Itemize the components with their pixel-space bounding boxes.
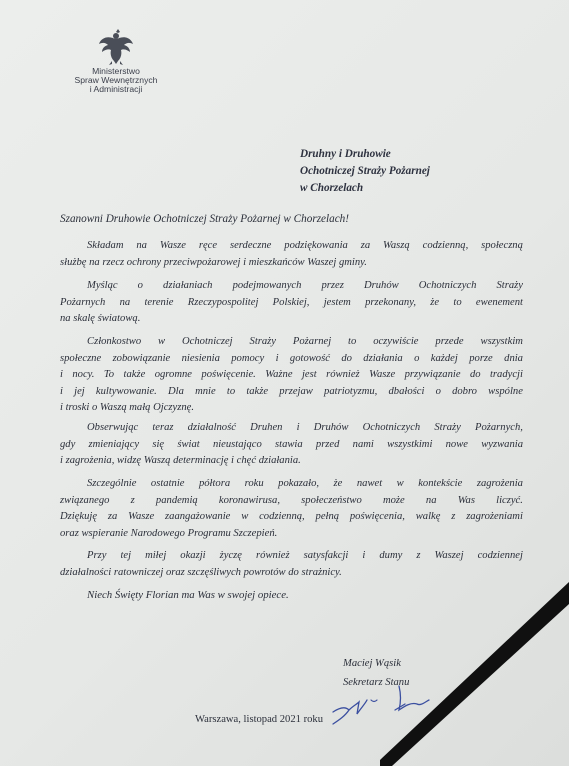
addressee-line: Druhny i Druhowie [300,148,391,160]
paragraph-6 [60,548,523,581]
paragraph-line: i jej kultywowanie. Dla mnie to także przejaw patriotyzmu, dbałości o dobro wspólne [60,385,523,397]
paragraph-5 [60,476,523,542]
paragraph-line: związanego z pandemią koronawirusa, społeczeństwo może na Was liczyć. [60,494,523,506]
ministry-line: i Administracji [89,84,143,94]
paragraph-line: Pożarnych na terenie Rzeczypospolitej Polskiej, jestem przekonany, że to ewenement [60,296,523,308]
paragraph-2 [60,278,523,328]
paragraph-line: służbę na rzecz ochrony przeciwpożarowej i mieszkańców Waszej gminy. [60,256,367,268]
paragraph-line: i nocy. To także ogromne poświęcenie. Ważne jest również Wasze przywiązanie do tradycji [60,369,523,380]
paragraph-4 [60,420,523,470]
greeting: Szanowni Druhowie Ochotniczej Straży Pożarnej w Chorzelach! [60,213,349,225]
paragraph-line: Składam na Wasze ręce serdeczne podziękowania za Waszą codzienną, społeczną [87,240,523,251]
ministry-name [70,67,162,94]
paragraph-1 [60,238,523,271]
paragraph-line: na skalę światową. [60,313,141,324]
closing-blessing: Niech Święty Florian ma Was w swojej opiece. [87,589,289,601]
paragraph-line: społeczne zobowiązanie niesienia pomocy i gotowość do działania o każdej porze dnia [60,352,523,364]
paragraph-line: i zagrożenia, widzę Waszą determinację i chęć działania. [60,455,301,466]
ministry-line: Ministerstwo [92,66,140,76]
paragraph-line: Członkostwo w Ochotniczej Straży Pożarnej to oczywiście przede wszystkim [87,336,523,347]
addressee-line: Ochotniczej Straży Pożarnej [300,165,430,177]
paragraph-line: Szczególnie ostatnie półtora roku pokazało, że nawet w kontekście zagrożenia [87,478,523,489]
signer-title: Sekretarz Stanu [343,677,410,688]
paragraph-line: Dziękuję za Wasze zaangażowanie w codzienną, pełną poświęcenia, walkę z zagrożeniami [60,511,523,522]
ministry-line: Spraw Wewnętrznych [74,75,158,85]
paragraph-line: Obserwując teraz działalność Druhen i Druhów Ochotniczych Straży Pożarnych, [87,422,523,433]
paragraph-line: Myśląc o działaniach podejmowanych przez Druhów Ochotniczych Straży [87,280,523,291]
paragraph-3 [60,334,523,417]
polish-eagle-emblem-icon [97,26,135,66]
mourning-ribbon-icon [380,582,569,766]
signer-name: Maciej Wąsik [343,658,401,669]
paragraph-line: działalności ratowniczej oraz szczęśliwych powrotów do strażnicy. [60,566,342,578]
paragraph-line: i troski o Waszą małą Ojczyznę. [60,402,194,413]
paragraph-line: oraz wspieranie Narodowego Programu Szczepień. [60,527,278,539]
paragraph-line: Przy tej miłej okazji życzę również satysfakcji i dumy z Waszej codziennej [87,550,523,561]
place-and-date: Warszawa, listopad 2021 roku [195,714,324,725]
addressee [300,146,430,197]
addressee-line: w Chorzelach [300,182,364,194]
paragraph-line: gdy zmieniający się świat nieustająco stawia przed nami wszystkimi nowe wyzwania [60,438,523,450]
